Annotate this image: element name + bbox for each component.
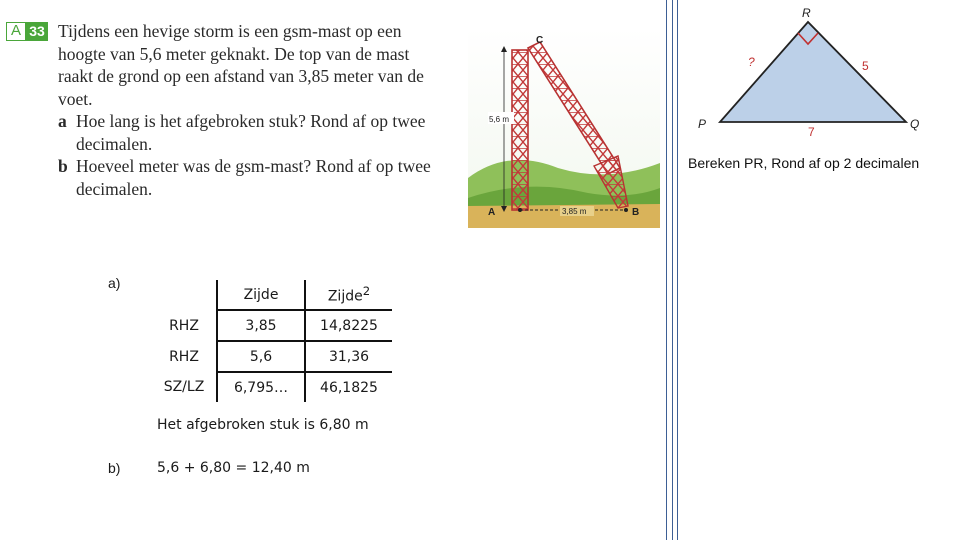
question-a xyxy=(58,110,458,155)
divider-line xyxy=(666,0,667,540)
calculation-b: 5,6 + 6,80 = 12,40 m xyxy=(157,460,310,476)
table-cell: SZ/LZ xyxy=(152,372,217,402)
table-header-cell xyxy=(305,280,392,310)
problem-line: voet. xyxy=(58,88,93,109)
standing-mast xyxy=(512,50,528,210)
table-row xyxy=(152,310,392,341)
point-a-label: A xyxy=(488,207,496,218)
pythagoras-table xyxy=(152,280,392,402)
table-cell: 6,795… xyxy=(217,372,305,402)
vertex-q-label: Q xyxy=(910,117,920,131)
triangle-pqr-figure xyxy=(690,4,930,144)
problem-line: hoogte van 5,6 meter geknakt. De top van de mast xyxy=(58,43,410,64)
vertex-r-label: R xyxy=(802,6,811,20)
question-line: decimalen. xyxy=(76,133,153,154)
table-row xyxy=(152,341,392,372)
question-line: decimalen. xyxy=(76,178,153,199)
table-row xyxy=(152,372,392,402)
exercise-level-letter: A xyxy=(6,22,26,41)
question-b xyxy=(58,155,458,200)
point-b-label: B xyxy=(632,207,640,218)
table-cell: 3,85 xyxy=(217,310,305,341)
header-text: Zijde xyxy=(327,288,363,305)
exercise-badge xyxy=(6,22,50,41)
divider-line xyxy=(672,0,673,540)
side-pr-label: ? xyxy=(748,55,755,69)
side-rq-label: 5 xyxy=(862,59,869,73)
problem-line: Tijdens een hevige storm is een gsm-mast op een xyxy=(58,21,402,41)
header-superscript: 2 xyxy=(362,284,371,299)
table-header-cell: Zijde xyxy=(217,280,305,310)
divider-line xyxy=(677,0,678,540)
exercise-number: 33 xyxy=(26,22,48,41)
problem-text xyxy=(58,20,458,200)
table-cell: 46,1825 xyxy=(320,379,378,396)
triangle-pqr xyxy=(720,22,906,122)
part-a-label: a) xyxy=(108,275,121,291)
problem-line: raakt de grond op een afstand van 3,85 meter van de xyxy=(58,66,424,86)
distance-label: 3,85 m xyxy=(562,207,587,216)
table-cell: RHZ xyxy=(152,341,217,372)
question-label: b xyxy=(58,156,68,176)
question-line: Hoeveel meter was de gsm-mast? Rond af op twee xyxy=(76,156,431,176)
table-header-row xyxy=(152,280,392,310)
question-line: Hoe lang is het afgebroken stuk? Rond af op twee xyxy=(76,111,426,131)
table-cell: 14,8225 xyxy=(305,310,392,341)
conclusion-a: Het afgebroken stuk is 6,80 m xyxy=(157,417,369,433)
table-cell: 31,36 xyxy=(305,341,392,372)
task-caption: Bereken PR, Rond af op 2 decimalen xyxy=(688,155,920,171)
part-b-label: b) xyxy=(108,460,121,476)
vertex-p-label: P xyxy=(698,117,707,131)
broken-mast-illustration xyxy=(468,28,660,228)
side-pq-label: 7 xyxy=(808,125,815,139)
table-header-cell xyxy=(152,280,217,310)
point-c-label: C xyxy=(536,35,544,46)
table-cell: 5,6 xyxy=(217,341,305,372)
height-label: 5,6 m xyxy=(489,115,510,124)
table-cell: RHZ xyxy=(152,310,217,341)
question-label: a xyxy=(58,111,67,131)
